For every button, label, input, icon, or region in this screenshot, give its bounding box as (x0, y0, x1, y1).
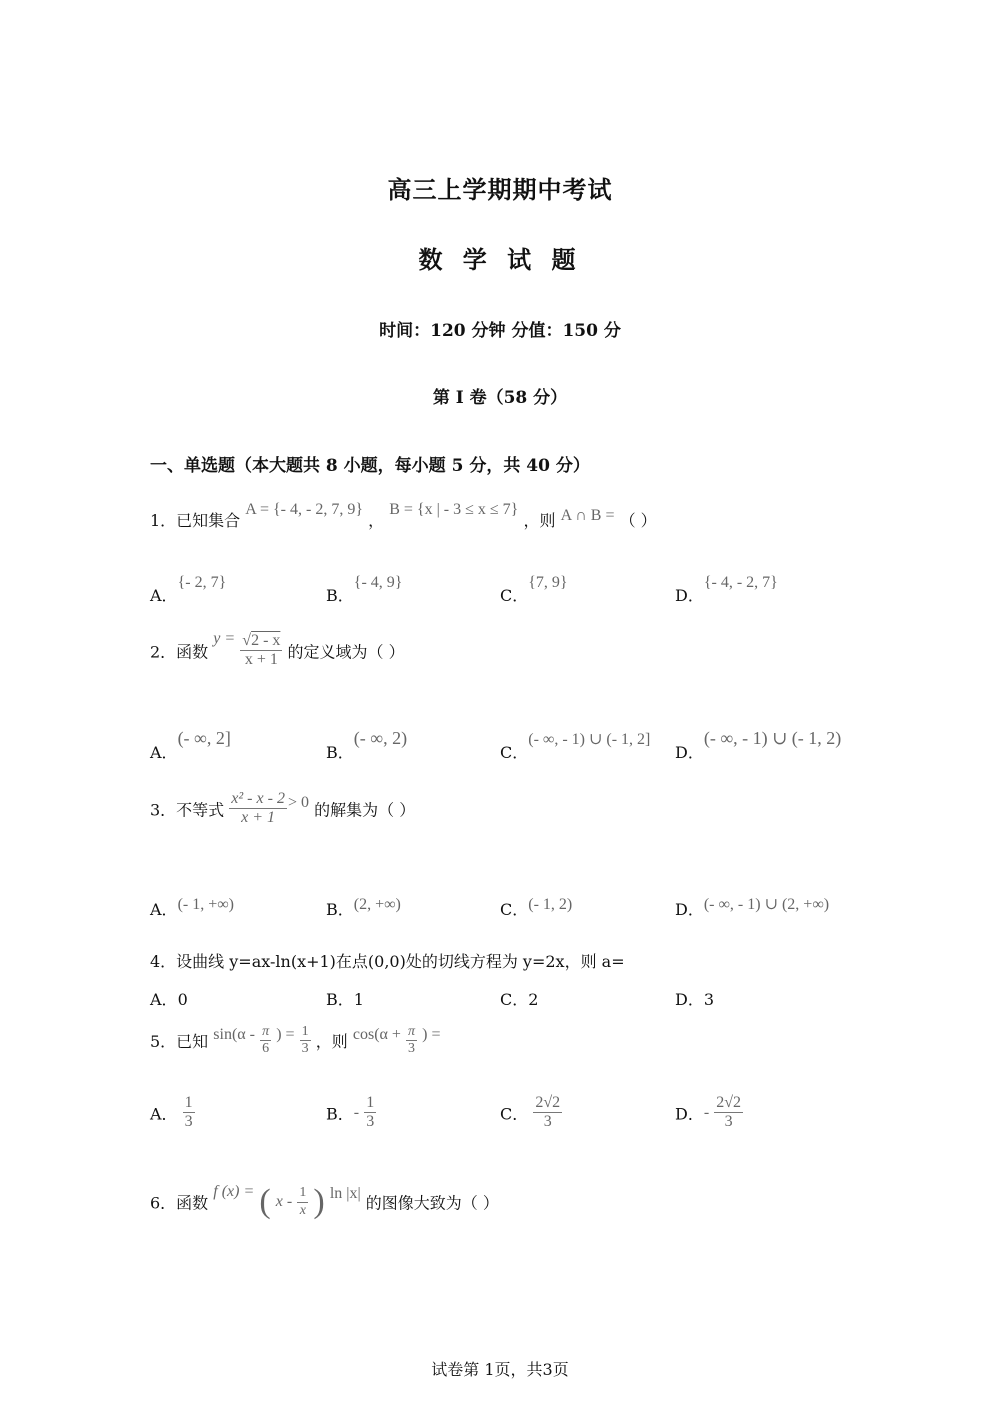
q5-option-a[interactable]: A． $\frac{1}{3}$ (150, 1094, 193, 1131)
q3-denominator: x + 1 (241, 809, 276, 827)
q1-option-b[interactable]: B．{- 4, 9} (326, 574, 403, 605)
q6-suffix: 的图像大致为（ ） (365, 1193, 499, 1213)
q4-option-c[interactable]: C．2 (500, 990, 539, 1009)
q1-comma: ， (368, 511, 385, 530)
q2-suffix: 的定义域为（ ） (287, 642, 405, 662)
q3-option-b[interactable]: B．(2, +∞) (326, 896, 401, 919)
question-1 (150, 501, 657, 531)
question-2 (150, 629, 405, 670)
q6-function-name: f (x) = (213, 1183, 255, 1200)
q1-prefix: 1．已知集合 (150, 511, 241, 530)
question-4: 4．设曲线 y=ax-ln(x+1)在点(0,0)处的切线方程为 y=2x，则 a= (150, 952, 625, 971)
q3-option-c[interactable]: C．(- 1, 2) (500, 896, 573, 919)
volume-heading: 第 I 卷（58 分） (432, 388, 568, 408)
q4-option-d[interactable]: D．3 (675, 990, 715, 1009)
q3-suffix: 的解集为（ ） (314, 800, 416, 820)
q5-sin: sin(α - (213, 1025, 255, 1043)
q3-option-d[interactable]: D．(- ∞, - 1) ∪ (2, +∞) (675, 896, 830, 919)
q1-expr: A ∩ B = (560, 507, 615, 524)
q5-option-b[interactable]: B．- $\frac{1}{3}$ (326, 1094, 375, 1131)
q4-option-a[interactable]: A．0 (150, 990, 188, 1009)
q5-pi-over-6: $\frac{\pi}{6}$ (262, 1024, 270, 1057)
q5-one-third: $\frac{1}{3}$ (301, 1024, 309, 1057)
q5-cos: cos(α + (352, 1025, 401, 1043)
q2-lhs: y = (213, 629, 236, 647)
q3-relation: > 0 (288, 793, 310, 811)
q1-answer-paren: （ ） (619, 511, 657, 530)
time-score-info: 时间：120 分钟 分值：150 分 (379, 321, 621, 341)
q2-prefix: 2．函数 (150, 642, 209, 662)
q5-option-d[interactable]: D．- $\frac{2√2}{3}$ (675, 1094, 742, 1131)
question-6: 6．函数 f (x) = ( x - $\frac{1}{x}$ ) ln |x| 的图像大致为（ ） (150, 1183, 499, 1220)
section-heading: 一、单选题（本大题共 8 小题，每小题 5 分，共 40 分） (150, 456, 590, 476)
q1-set-b: B = {x | - 3 ≤ x ≤ 7} (389, 501, 519, 518)
q4-option-b[interactable]: B．1 (326, 990, 364, 1009)
q6-prefix: 6．函数 (150, 1193, 209, 1213)
question-5: 5．已知 sin(α - $\frac{\pi}{6}$ ) = $\frac{1}{3}$ ，则 cos(α + $\frac{\pi}{3}$ ) = (150, 1024, 441, 1057)
q2-denominator: x + 1 (244, 651, 278, 669)
q5-option-c[interactable]: C． $\frac{2√2}{3}$ (500, 1094, 561, 1131)
exam-title: 高三上学期期中考试 (387, 175, 613, 204)
q2-option-b[interactable]: B．(- ∞, 2) (326, 728, 408, 762)
q3-option-a[interactable]: A．(- 1, +∞) (150, 896, 234, 919)
q2-option-d[interactable]: D．(- ∞, - 1) ∪ (- 1, 2) (675, 728, 842, 762)
q2-option-c[interactable]: C．(- ∞, - 1) ∪ (- 1, 2] (500, 731, 651, 762)
q2-option-a[interactable]: A．(- ∞, 2] (150, 728, 231, 762)
q1-option-a[interactable]: A．{- 2, 7} (150, 574, 227, 605)
q1-then: ，则 (523, 511, 556, 530)
subject-title: 数 学 试 题 (418, 245, 582, 274)
q6-one-over-x: $\frac{1}{x}$ (299, 1185, 307, 1218)
q1-set-a: A = {- 4, - 2, 7, 9} (245, 501, 363, 518)
q5-then: ，则 (315, 1032, 348, 1052)
q3-fraction (229, 790, 287, 828)
question-3 (150, 790, 415, 828)
q2-numerator: √2 - x (240, 632, 282, 651)
q6-ln-abs-x: ln |x| (329, 1185, 361, 1202)
q3-numerator: x² - x - 2 (229, 790, 287, 809)
page-footer: 试卷第 1页，共3页 (431, 1360, 569, 1379)
q5-pi-over-3: $\frac{\pi}{3}$ (408, 1024, 416, 1057)
q5-prefix: 5．已知 (150, 1032, 209, 1052)
q1-option-d[interactable]: D．{- 4, - 2, 7} (675, 574, 778, 605)
q3-prefix: 3．不等式 (150, 800, 225, 820)
q2-fraction (240, 632, 282, 670)
q1-option-c[interactable]: C．{7, 9} (500, 574, 568, 605)
